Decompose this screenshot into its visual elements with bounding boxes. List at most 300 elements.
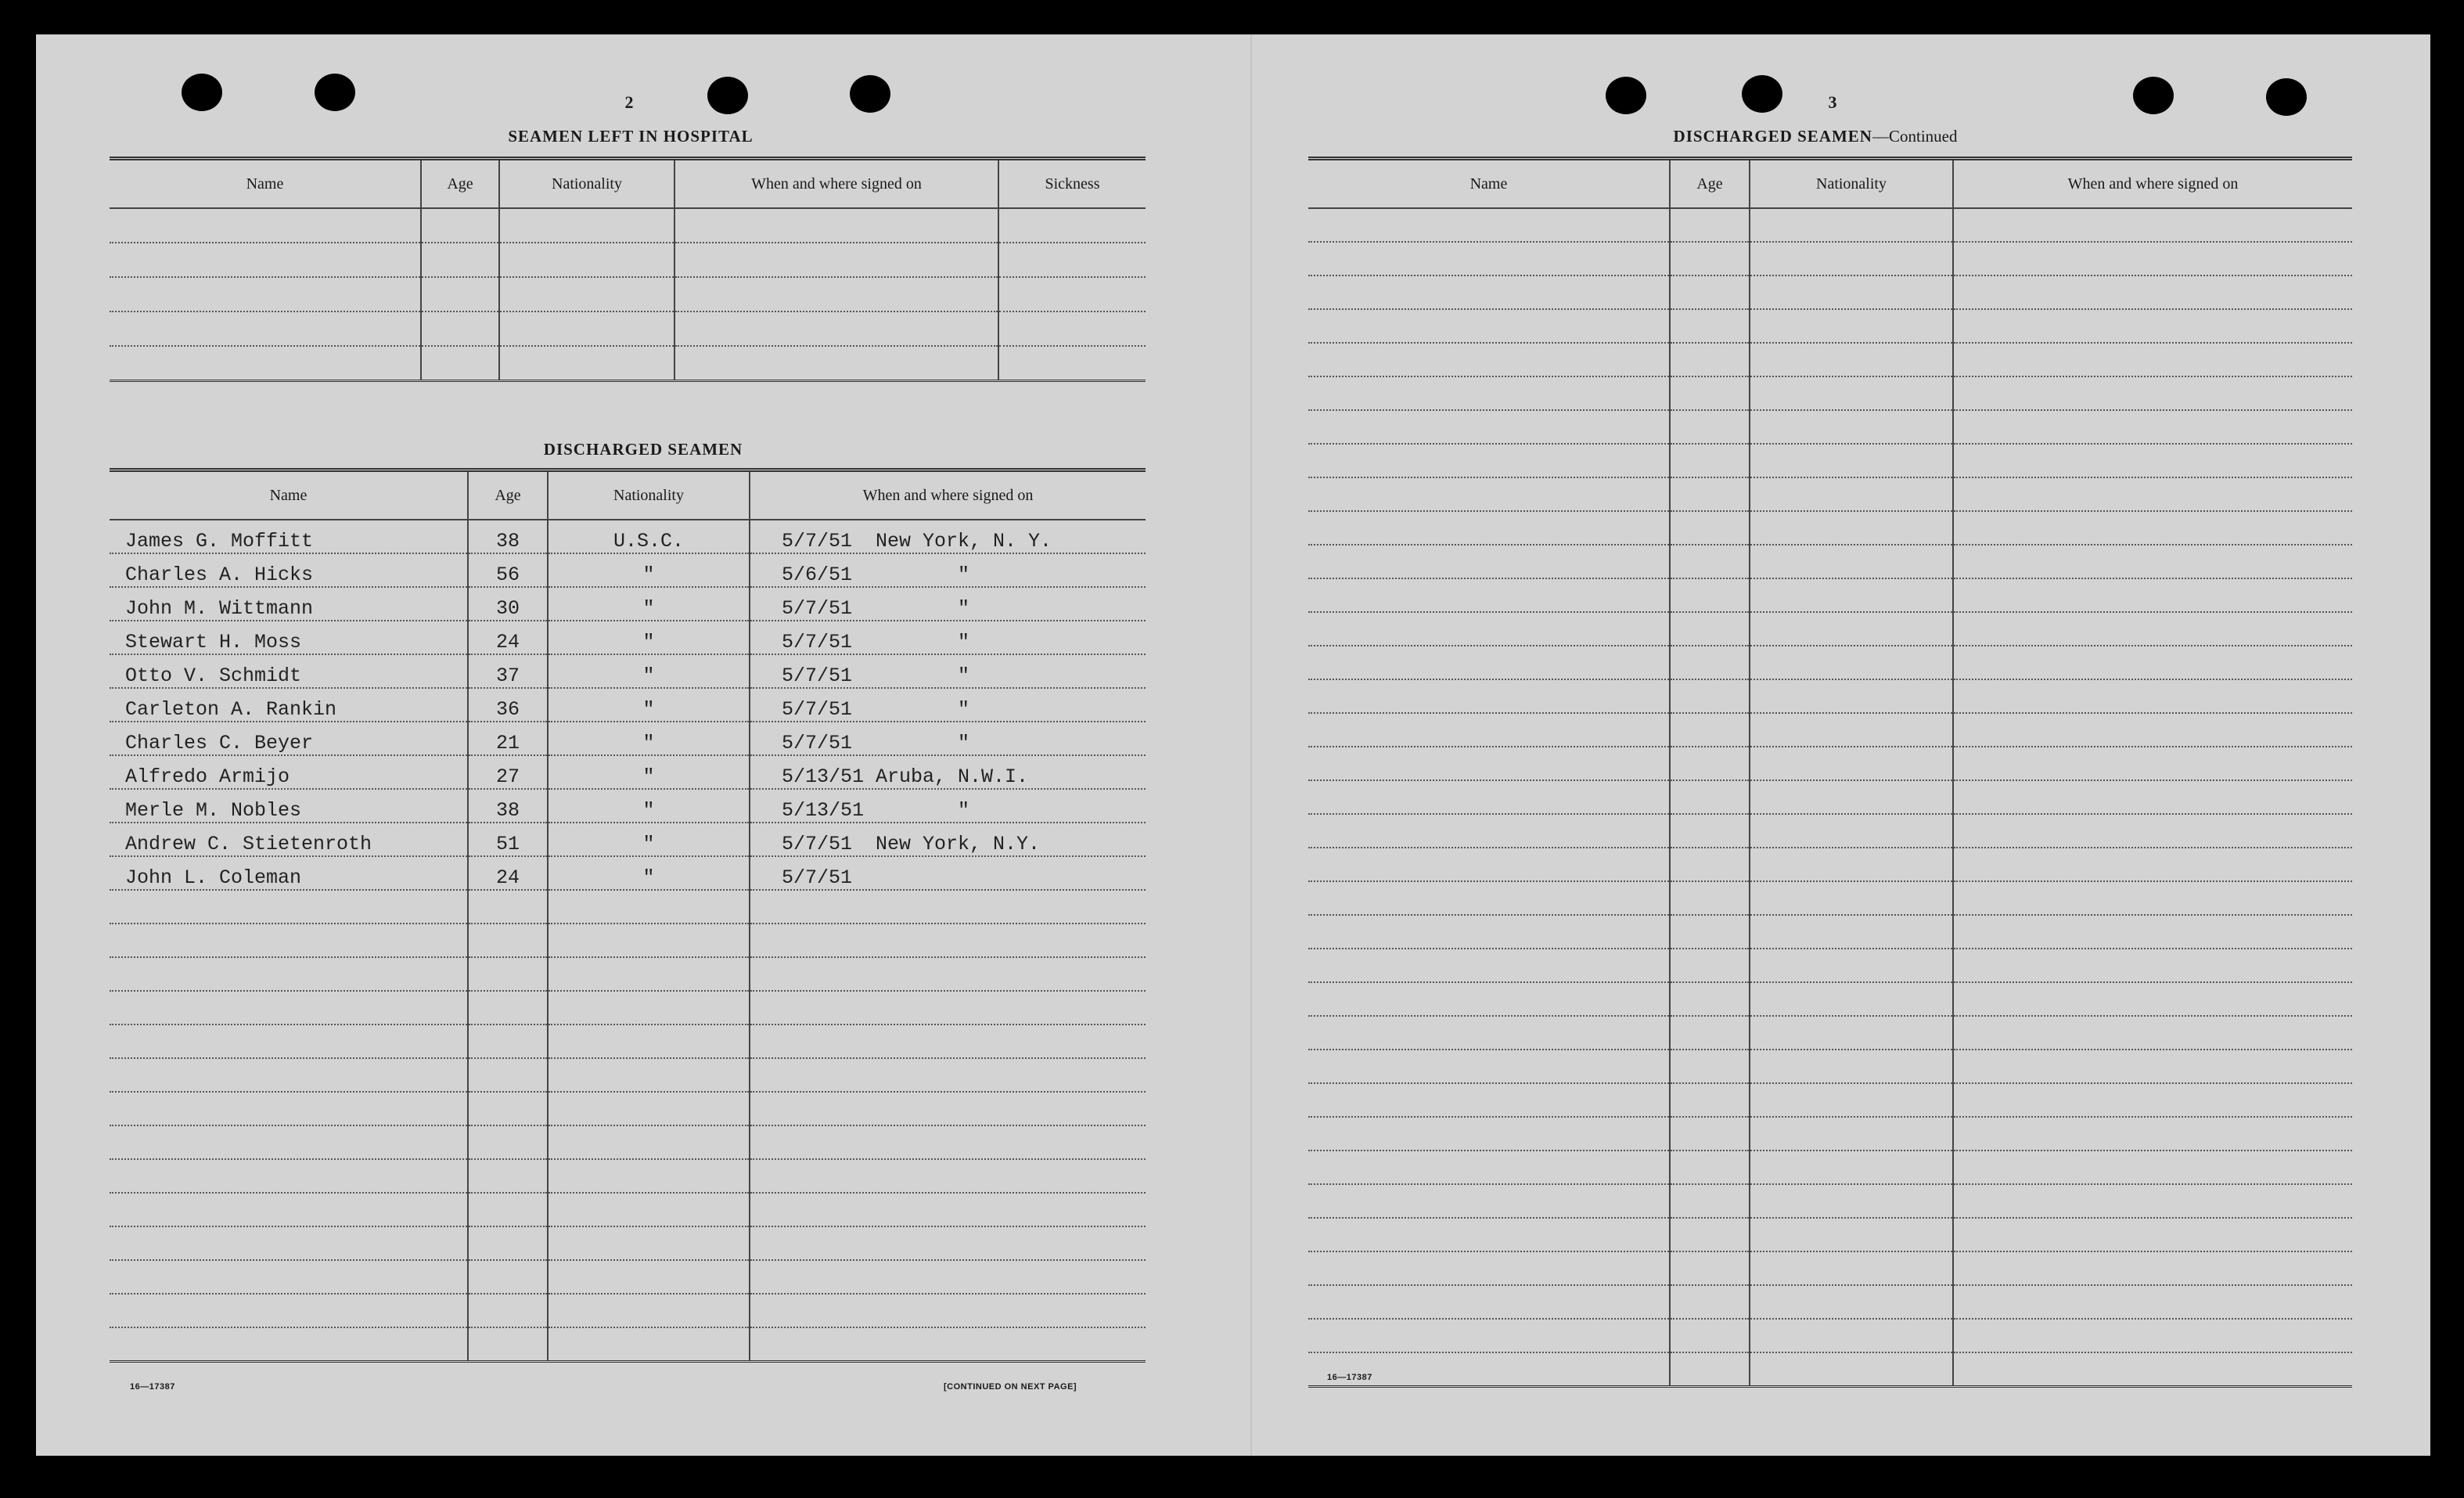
blank-cell [1750,511,1953,545]
form-number-right: 16—17387 [1327,1373,1372,1382]
blank-cell [1750,242,1953,275]
blank-cell [1750,578,1953,612]
blank-cell [1308,780,1670,814]
blank-cell [1308,1184,1670,1218]
seaman-age [468,1260,548,1294]
seaman-signed-on: 5/7/51 New York, N. Y. [750,520,1146,553]
seaman-name [110,957,468,991]
table-row [110,789,1146,823]
blank-cell [1953,511,2352,545]
seaman-name: James G. Moffitt [110,520,468,553]
blank-cell [1750,1285,1953,1319]
seaman-signed-on [750,1226,1146,1260]
blank-cell [1670,646,1750,679]
blank-cell [1750,1184,1953,1218]
table-row [1308,1050,2352,1083]
binder-hole [2266,78,2307,116]
blank-cell [1953,949,2352,982]
table-row [1308,1218,2352,1251]
blank-cell [1308,578,1670,612]
seaman-nationality: " [548,654,750,688]
blank-cell [1750,545,1953,578]
blank-cell [1670,444,1750,477]
blank-cell [1308,444,1670,477]
seaman-age [468,1193,548,1226]
blank-cell [1750,780,1953,814]
table-row [110,991,1146,1024]
blank-cell [1670,780,1750,814]
blank-cell [1308,477,1670,511]
blank-cell [1670,881,1750,915]
seaman-age [468,890,548,924]
table-row [110,1327,1146,1362]
seaman-nationality: " [548,823,750,856]
column-header-nationality: Nationality [1750,159,1953,209]
blank-cell [1953,309,2352,343]
table-row [1308,1319,2352,1352]
seaman-nationality [548,991,750,1024]
table-row [110,1226,1146,1260]
table-row [110,243,1146,277]
seaman-nationality [548,1058,750,1092]
blank-cell [1953,848,2352,881]
seaman-nationality [548,890,750,924]
seaman-age: 36 [468,688,548,722]
discharged-section-title: DISCHARGED SEAMEN [543,440,743,459]
blank-cell [1670,376,1750,410]
table-row [1308,1083,2352,1117]
blank-cell [1953,982,2352,1016]
seaman-nationality [548,1260,750,1294]
table-row [110,755,1146,789]
hospital-section-title: SEAMEN LEFT IN HOSPITAL [508,127,754,146]
page-number-left: 2 [624,92,634,112]
column-header-age: Age [468,470,548,520]
seaman-nationality: " [548,789,750,823]
blank-cell [1670,242,1750,275]
seaman-name: Charles A. Hicks [110,553,468,587]
blank-cell [1953,612,2352,646]
seaman-name [110,890,468,924]
table-row [110,1260,1146,1294]
seaman-name [110,1159,468,1193]
blank-cell [1308,208,1670,242]
table-row [1308,848,2352,881]
blank-cell [1750,814,1953,848]
blank-cell [1670,511,1750,545]
seaman-name [110,1125,468,1159]
blank-cell [1953,1083,2352,1117]
blank-cell [1308,612,1670,646]
seaman-age [468,1125,548,1159]
table-row [1308,1016,2352,1050]
blank-cell [1953,208,2352,242]
seaman-age: 24 [468,856,548,890]
seaman-signed-on: 5/7/51 " [750,621,1146,654]
binder-hole [1606,77,1646,114]
seaman-nationality [548,1193,750,1226]
table-row [1308,511,2352,545]
seaman-nationality [548,1226,750,1260]
seaman-age: 30 [468,587,548,621]
blank-cell [1750,444,1953,477]
blank-cell [1308,545,1670,578]
page-fold [1250,34,1252,1456]
table-row [110,1193,1146,1226]
blank-cell [1750,1083,1953,1117]
seaman-nationality: " [548,722,750,755]
seaman-name [110,1058,468,1092]
blank-cell [1670,915,1750,949]
blank-cell [1953,376,2352,410]
seaman-nationality: " [548,553,750,587]
table-row [1308,208,2352,242]
blank-cell [1670,1218,1750,1251]
blank-cell [1308,1016,1670,1050]
blank-cell [1750,343,1953,376]
blank-cell [1750,679,1953,713]
binder-hole [182,74,222,111]
blank-cell [1308,646,1670,679]
blank-cell [1308,309,1670,343]
blank-cell [1750,1050,1953,1083]
blank-cell [1953,814,2352,848]
seaman-age [468,924,548,957]
blank-cell [1308,881,1670,915]
seaman-age [468,1294,548,1327]
seaman-age [468,1058,548,1092]
blank-cell [1953,1016,2352,1050]
discharged-table [110,468,1146,1363]
table-row [1308,1151,2352,1184]
table-row [1308,545,2352,578]
blank-cell [1670,1083,1750,1117]
blank-cell [1750,646,1953,679]
blank-cell [1670,275,1750,309]
binder-hole [1742,75,1782,113]
blank-cell [1953,1117,2352,1151]
table-row [1308,612,2352,646]
seaman-nationality [548,1092,750,1125]
seaman-age: 38 [468,520,548,553]
blank-cell [1953,1218,2352,1251]
seaman-signed-on: 5/7/51 New York, N.Y. [750,823,1146,856]
seaman-signed-on: 5/7/51 [750,856,1146,890]
seaman-signed-on [750,1294,1146,1327]
blank-cell [1953,343,2352,376]
page-number-right: 3 [1828,92,1837,112]
table-row [110,1125,1146,1159]
table-row [110,957,1146,991]
seaman-signed-on [750,1092,1146,1125]
blank-cell [1670,1117,1750,1151]
blank-cell [1953,646,2352,679]
table-row [1308,410,2352,444]
table-row [110,1159,1146,1193]
blank-cell [1953,410,2352,444]
seaman-name: Andrew C. Stietenroth [110,823,468,856]
seaman-signed-on: 5/13/51 Aruba, N.W.I. [750,755,1146,789]
blank-cell [1308,1319,1670,1352]
blank-cell [1750,1319,1953,1352]
column-header-age: Age [421,159,499,209]
column-header-nationality: Nationality [548,470,750,520]
blank-cell [1750,747,1953,780]
blank-cell [1953,747,2352,780]
seaman-age: 27 [468,755,548,789]
seaman-nationality [548,1125,750,1159]
table-row [110,1092,1146,1125]
binder-hole [315,74,355,111]
seaman-nationality: " [548,856,750,890]
blank-cell [1308,747,1670,780]
table-row [1308,242,2352,275]
hospital-table [110,157,1146,382]
seaman-signed-on: 5/7/51 " [750,587,1146,621]
column-header-signed-on: When and where signed on [674,159,998,209]
table-row [110,621,1146,654]
seaman-nationality [548,924,750,957]
table-row [1308,477,2352,511]
blank-cell [1750,949,1953,982]
seaman-signed-on [750,890,1146,924]
seaman-signed-on [750,991,1146,1024]
continued-title-main: DISCHARGED SEAMEN [1673,127,1872,146]
table-row [110,1024,1146,1058]
seaman-name: Alfredo Armijo [110,755,468,789]
table-row [110,890,1146,924]
binder-hole [707,77,748,114]
table-row [1308,578,2352,612]
blank-cell [1308,242,1670,275]
blank-cell [1953,1251,2352,1285]
blank-cell [1308,1218,1670,1251]
table-row [110,1294,1146,1327]
seaman-age: 56 [468,553,548,587]
blank-cell [1750,309,1953,343]
hospital-table-header [110,159,1146,209]
seaman-signed-on [750,1327,1146,1362]
blank-cell [1670,679,1750,713]
seaman-age [468,1226,548,1260]
seaman-name: John M. Wittmann [110,587,468,621]
seaman-nationality: U.S.C. [548,520,750,553]
blank-cell [1750,1352,1953,1387]
blank-cell [1953,578,2352,612]
blank-cell [1670,208,1750,242]
blank-cell [1670,477,1750,511]
table-row [1308,376,2352,410]
seaman-signed-on: 5/7/51 " [750,688,1146,722]
table-row [110,688,1146,722]
table-row [110,722,1146,755]
column-header-signed-on: When and where signed on [1953,159,2352,209]
blank-cell [1308,982,1670,1016]
blank-cell [1308,1251,1670,1285]
blank-cell [1670,1319,1750,1352]
blank-cell [1670,612,1750,646]
blank-cell [1953,1151,2352,1184]
binder-hole [2133,77,2174,114]
seaman-name: John L. Coleman [110,856,468,890]
blank-cell [1670,410,1750,444]
seaman-name: Charles C. Beyer [110,722,468,755]
continued-note: [CONTINUED ON NEXT PAGE] [944,1382,1077,1392]
seaman-nationality: " [548,621,750,654]
seaman-nationality [548,1327,750,1362]
blank-cell [1750,275,1953,309]
table-row [1308,646,2352,679]
seaman-name [110,924,468,957]
blank-cell [1308,848,1670,881]
blank-cell [1953,881,2352,915]
column-header-sickness: Sickness [998,159,1146,209]
blank-cell [1750,1117,1953,1151]
table-row [1308,679,2352,713]
seaman-signed-on [750,1058,1146,1092]
blank-cell [1670,814,1750,848]
blank-cell [1750,410,1953,444]
blank-cell [1670,848,1750,881]
blank-cell [1953,275,2352,309]
seaman-name: Carleton A. Rankin [110,688,468,722]
blank-cell [1308,1285,1670,1319]
column-header-name: Name [1308,159,1670,209]
seaman-signed-on [750,957,1146,991]
discharged-continued-table [1308,157,2352,1388]
blank-cell [1308,1117,1670,1151]
blank-cell [1308,814,1670,848]
blank-cell [1750,915,1953,949]
blank-cell [1670,1184,1750,1218]
blank-cell [1670,713,1750,747]
column-header-nationality: Nationality [499,159,674,209]
blank-cell [1750,982,1953,1016]
blank-cell [1750,1251,1953,1285]
table-row [110,553,1146,587]
binder-hole [850,75,890,113]
blank-cell [1953,477,2352,511]
form-number-left: 16—17387 [130,1382,175,1392]
blank-cell [1953,915,2352,949]
seaman-age: 51 [468,823,548,856]
blank-cell [1308,376,1670,410]
seaman-name: Merle M. Nobles [110,789,468,823]
blank-cell [1953,242,2352,275]
seaman-age: 21 [468,722,548,755]
blank-cell [1670,1151,1750,1184]
table-row [110,208,1146,243]
table-row [1308,1285,2352,1319]
seaman-name [110,1294,468,1327]
blank-cell [1670,1251,1750,1285]
seaman-age [468,1159,548,1193]
blank-cell [1953,444,2352,477]
seaman-nationality [548,1294,750,1327]
blank-cell [1670,982,1750,1016]
discharged-table-body [110,520,1146,1362]
blank-cell [1308,915,1670,949]
seaman-name [110,991,468,1024]
seaman-name [110,1193,468,1226]
blank-cell [1308,410,1670,444]
seaman-signed-on [750,924,1146,957]
table-row [1308,747,2352,780]
seaman-age [468,1024,548,1058]
table-row [1308,881,2352,915]
blank-cell [1670,545,1750,578]
blank-cell [1308,511,1670,545]
table-row [110,856,1146,890]
continued-section-title [1674,127,1958,146]
table-row [1308,1184,2352,1218]
table-row [1308,1352,2352,1387]
blank-cell [1953,679,2352,713]
table-row [1308,444,2352,477]
blank-cell [1670,1352,1750,1387]
blank-cell [1953,780,2352,814]
seaman-name: Otto V. Schmidt [110,654,468,688]
seaman-nationality: " [548,688,750,722]
table-row [1308,915,2352,949]
table-row [1308,275,2352,309]
table-row [110,520,1146,553]
blank-cell [1308,713,1670,747]
blank-cell [1953,1184,2352,1218]
table-row [110,587,1146,621]
table-row [110,654,1146,688]
seaman-signed-on [750,1260,1146,1294]
blank-cell [1750,208,1953,242]
blank-cell [1670,1285,1750,1319]
blank-cell [1670,309,1750,343]
seaman-age [468,1327,548,1362]
table-row [110,346,1146,381]
table-row [110,277,1146,311]
seaman-nationality [548,957,750,991]
seaman-name [110,1327,468,1362]
table-row [1308,982,2352,1016]
seaman-nationality: " [548,587,750,621]
blank-cell [1750,848,1953,881]
table-row [110,311,1146,346]
seaman-name [110,1226,468,1260]
column-header-signed-on: When and where signed on [750,470,1146,520]
seaman-age: 38 [468,789,548,823]
continued-table-header [1308,159,2352,209]
column-header-name: Name [110,470,468,520]
seaman-age [468,957,548,991]
blank-cell [1953,545,2352,578]
seaman-name [110,1092,468,1125]
blank-cell [1670,343,1750,376]
blank-cell [1670,949,1750,982]
blank-cell [1308,1151,1670,1184]
blank-cell [1750,713,1953,747]
blank-cell [1670,747,1750,780]
table-row [1308,780,2352,814]
seaman-nationality [548,1024,750,1058]
seaman-nationality [548,1159,750,1193]
table-row [110,823,1146,856]
blank-cell [1750,1218,1953,1251]
seaman-age: 37 [468,654,548,688]
seaman-signed-on: 5/7/51 " [750,654,1146,688]
seaman-age: 24 [468,621,548,654]
table-row [1308,343,2352,376]
blank-cell [1750,477,1953,511]
blank-cell [1670,578,1750,612]
